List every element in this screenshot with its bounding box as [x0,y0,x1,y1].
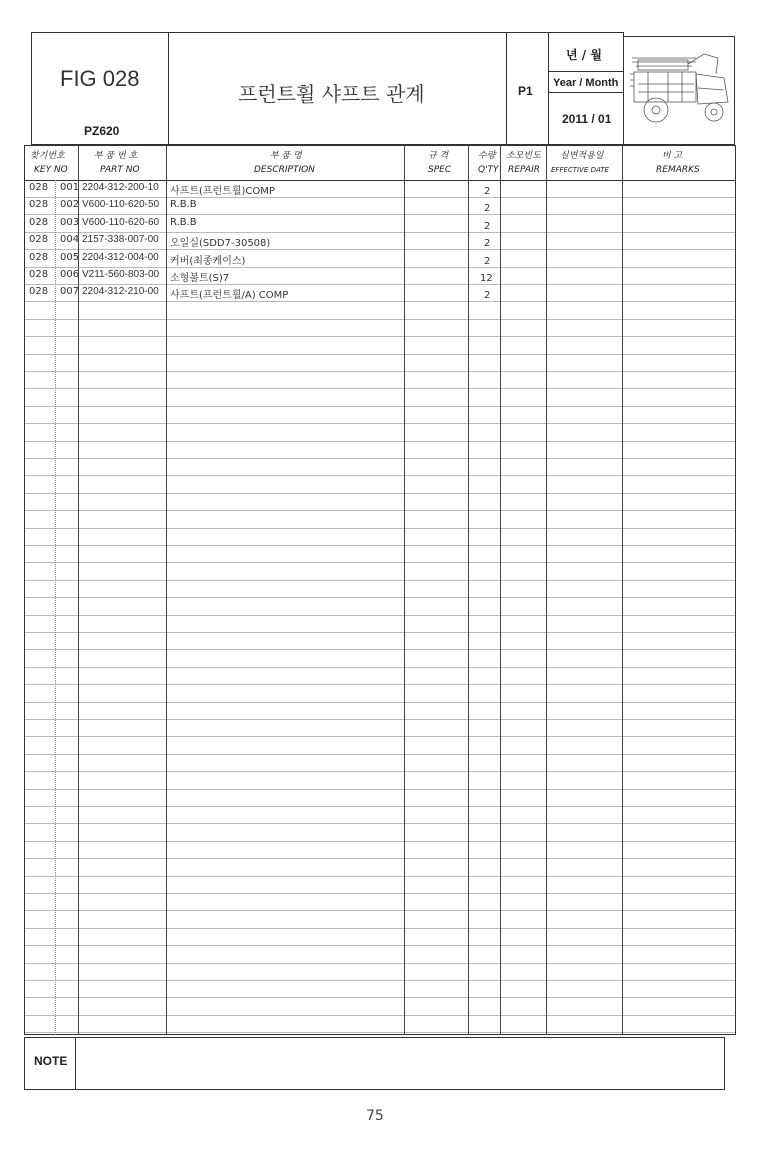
row-qty: 2 [484,186,491,197]
row-fig-number: 028 [29,199,49,210]
row-rule [24,197,735,198]
row-description: R.B.B [170,217,197,228]
row-rule [24,963,735,964]
row-rule [24,214,735,215]
row-rule [24,649,735,650]
col-en-repair: REPAIR [508,165,540,175]
row-fig-number: 028 [29,286,49,297]
note-divider [75,1037,76,1090]
row-rule [24,667,735,668]
note-label: NOTE [34,1054,68,1068]
row-rule [24,945,735,946]
row-rule [24,841,735,842]
date-label-en: Year / Month [553,77,619,89]
row-rule [24,615,735,616]
page-title: 프런트휠 샤프트 관계 [238,82,425,106]
row-rule [24,858,735,859]
row-rule [24,702,735,703]
row-part-no: 2204-312-200-10 [82,182,159,193]
row-rule [24,597,735,598]
col-en-description: DESCRIPTION [254,165,315,175]
row-rule [24,997,735,998]
model-label: PZ620 [84,124,120,138]
row-part-no: V600-110-620-50 [82,199,160,210]
row-rule [24,301,735,302]
col-kr-effective-date: 실변적용일 [560,151,604,161]
col-kr-description: 부 품 명 [270,151,302,161]
row-rule [24,980,735,981]
row-qty: 12 [480,273,493,284]
row-rule [24,458,735,459]
row-qty: 2 [484,256,491,267]
row-qty: 2 [484,203,491,214]
col-rule [468,145,469,1035]
row-rule [24,684,735,685]
row-rule [24,545,735,546]
row-description: R.B.B [170,199,197,210]
row-key-no: 001 [60,182,80,193]
row-rule [24,876,735,877]
row-rule [24,562,735,563]
row-rule [24,580,735,581]
col-en-spec: SPEC [428,165,452,175]
row-rule [24,249,735,250]
col-kr-spec: 규 격 [428,151,449,161]
col-kr-key-no: 찾기번호 [30,151,65,161]
row-qty: 2 [484,290,491,301]
page-number: 75 [366,1108,384,1124]
row-rule [24,284,735,285]
col-en-part-no: PART NO [100,165,140,175]
row-rule [24,893,735,894]
row-rule [24,441,735,442]
row-rule [24,354,735,355]
row-key-no: 007 [60,286,80,297]
date-label-kr: 년 / 월 [566,48,602,62]
col-en-effective-date: EFFECTIVE DATE [551,166,609,174]
row-rule [24,806,735,807]
row-description: 커버(최종케이스) [170,256,246,267]
row-rule [24,528,735,529]
col-rule [166,145,167,1035]
row-rule [24,719,735,720]
col-kr-part-no: 부 품 번 호 [94,151,138,161]
col-rule [55,180,56,1035]
row-part-no: V600-110-620-60 [82,217,160,228]
row-rule [24,493,735,494]
row-rule [24,789,735,790]
col-rule [24,145,25,1035]
row-description: 샤프트(프런트휠)COMP [170,186,275,197]
row-part-no: V211-560-803-00 [82,269,160,280]
row-rule [24,371,735,372]
row-rule [24,771,735,772]
machine-illustration [628,44,732,134]
page-code: P1 [518,84,533,98]
row-rule [24,510,735,511]
row-rule [24,823,735,824]
row-rule [24,423,735,424]
row-key-no: 003 [60,217,80,228]
row-fig-number: 028 [29,269,49,280]
row-fig-number: 028 [29,234,49,245]
row-fig-number: 028 [29,217,49,228]
row-rule [24,267,735,268]
col-rule [500,145,501,1035]
fig-label: FIG 028 [60,66,140,91]
col-en-qty: Q'TY [478,165,499,175]
row-fig-number: 028 [29,182,49,193]
col-kr-qty: 수량 [478,151,496,161]
row-rule [24,736,735,737]
row-key-no: 005 [60,252,80,263]
row-part-no: 2204-312-004-00 [82,252,159,263]
row-qty: 2 [484,221,491,232]
row-qty: 2 [484,238,491,249]
row-key-no: 002 [60,199,80,210]
row-description: 소형볼트(S)7 [170,273,230,284]
col-rule [735,145,736,1035]
row-rule [24,754,735,755]
row-part-no: 2204-312-210-00 [82,286,159,297]
row-description: 오일실(SDD7-30508) [170,238,271,249]
row-rule [24,232,735,233]
col-en-key-no: KEY NO [34,165,68,175]
row-rule [24,1032,735,1033]
col-kr-repair: 소모빈도 [506,151,541,161]
row-description: 샤프트(프런트휠/A) COMP [170,290,289,301]
row-rule [24,928,735,929]
row-rule [24,1015,735,1016]
row-key-no: 004 [60,234,80,245]
row-part-no: 2157-338-007-00 [82,234,159,245]
row-rule [24,336,735,337]
row-rule [24,910,735,911]
date-value: 2011 / 01 [562,112,612,126]
col-en-remarks: REMARKS [656,165,700,175]
col-rule [622,145,623,1035]
note-box [24,1037,725,1090]
row-rule [24,632,735,633]
col-kr-remarks: 비 고 [662,151,683,161]
col-rule [404,145,405,1035]
col-rule [546,145,547,1035]
row-rule [24,406,735,407]
row-rule [24,475,735,476]
row-fig-number: 028 [29,252,49,263]
table-bottom-rule [24,1034,735,1035]
row-key-no: 006 [60,269,80,280]
row-rule [24,388,735,389]
row-rule [24,319,735,320]
